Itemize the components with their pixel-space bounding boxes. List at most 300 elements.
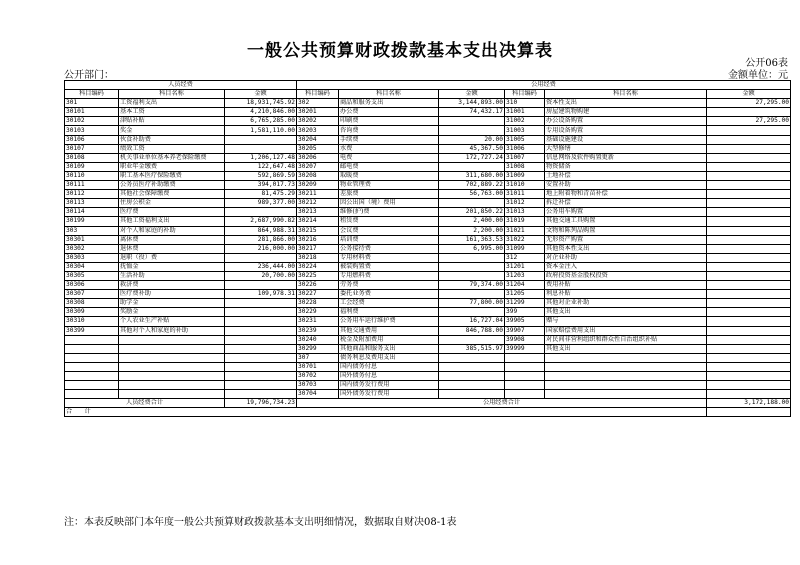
cell-code: 30310 <box>65 317 119 326</box>
cell-name: 税金及附加费用 <box>339 335 439 344</box>
cell-code <box>65 381 119 390</box>
col-name: 科目名称 <box>119 90 225 99</box>
cell-name: 印刷费 <box>339 117 439 126</box>
cell-code <box>65 362 119 371</box>
cell-name: 债务利息及费用支出 <box>339 353 439 362</box>
cell-code: 31205 <box>505 290 545 299</box>
cell-code: 310 <box>505 99 545 108</box>
personnel-total-label: 人员经费合计 <box>65 399 225 408</box>
cell-name: 邮电费 <box>339 162 439 171</box>
personnel-header: 人员经费 <box>65 81 297 90</box>
col-name: 科目名称 <box>339 90 439 99</box>
cell-code: 30229 <box>297 308 339 317</box>
cell-amount <box>225 144 297 153</box>
cell-amount <box>225 135 297 144</box>
cell-name: 无形资产购置 <box>545 235 707 244</box>
cell-name: 国外债务发行费用 <box>339 390 439 399</box>
cell-amount <box>225 208 297 217</box>
cell-code: 31013 <box>505 208 545 217</box>
cell-amount: 77,800.00 <box>439 299 505 308</box>
cell-name: 奖励金 <box>119 308 225 317</box>
unit-label: 金额单位：元 <box>728 70 788 81</box>
cell-amount: 989,377.00 <box>225 199 297 208</box>
cell-name: 文物和陈列品购置 <box>545 226 707 235</box>
table-row <box>65 353 791 362</box>
cell-code: 39999 <box>505 344 545 353</box>
cell-code <box>505 381 545 390</box>
cell-amount <box>225 299 297 308</box>
cell-amount <box>225 335 297 344</box>
cell-code: 30205 <box>297 144 339 153</box>
expenditure-table <box>64 80 791 417</box>
cell-amount <box>707 308 791 317</box>
cell-code: 31012 <box>505 199 545 208</box>
cell-code: 31019 <box>505 217 545 226</box>
cell-amount: 161,363.53 <box>439 235 505 244</box>
cell-code: 303 <box>65 226 119 235</box>
cell-amount: 1,206,127.48 <box>225 153 297 162</box>
table-body <box>65 99 791 399</box>
cell-code: 30212 <box>297 199 339 208</box>
cell-code: 30305 <box>65 271 119 280</box>
cell-code: 30304 <box>65 262 119 271</box>
cell-code: 30213 <box>297 208 339 217</box>
cell-code: 30211 <box>297 190 339 199</box>
table-row <box>65 199 791 208</box>
cell-amount <box>707 135 791 144</box>
cell-amount: 3,144,893.00 <box>439 99 505 108</box>
cell-name: 其他支出 <box>545 344 707 353</box>
cell-amount <box>707 153 791 162</box>
cell-amount <box>439 353 505 362</box>
cell-name <box>545 381 707 390</box>
cell-name: 委托业务费 <box>339 290 439 299</box>
cell-code: 31022 <box>505 235 545 244</box>
cell-amount <box>439 390 505 399</box>
cell-name: 个人农业生产补贴 <box>119 317 225 326</box>
table-row <box>65 99 791 108</box>
cell-name: 费用补贴 <box>545 281 707 290</box>
col-amount: 金额 <box>439 90 505 99</box>
cell-amount <box>707 335 791 344</box>
cell-code: 31006 <box>505 144 545 153</box>
table-row <box>65 226 791 235</box>
cell-amount: 1,581,110.00 <box>225 126 297 135</box>
cell-code: 30112 <box>65 190 119 199</box>
header-row <box>65 90 791 99</box>
cell-amount <box>439 335 505 344</box>
cell-code: 31203 <box>505 271 545 280</box>
table-row <box>65 299 791 308</box>
cell-amount <box>707 171 791 180</box>
cell-name: 对民间非营利组织和群众性自治组织补贴 <box>545 335 707 344</box>
cell-code: 31003 <box>505 126 545 135</box>
cell-name: 对企业补助 <box>545 253 707 262</box>
cell-code: 31001 <box>505 108 545 117</box>
table-row <box>65 117 791 126</box>
cell-amount <box>707 144 791 153</box>
cell-code: 30228 <box>297 299 339 308</box>
cell-amount <box>707 226 791 235</box>
cell-code: 31009 <box>505 171 545 180</box>
cell-name: 大型修缮 <box>545 144 707 153</box>
cell-amount <box>707 317 791 326</box>
cell-amount: 702,889.22 <box>439 181 505 190</box>
cell-code <box>505 372 545 381</box>
cell-name: 基本工资 <box>119 108 225 117</box>
cell-code: 30240 <box>297 335 339 344</box>
table-row <box>65 235 791 244</box>
cell-name: 赠与 <box>545 317 707 326</box>
cell-amount <box>707 235 791 244</box>
cell-name: 医疗费补助 <box>119 290 225 299</box>
cell-name: 其他交通费用 <box>339 326 439 335</box>
cell-code: 30218 <box>297 253 339 262</box>
cell-amount <box>225 353 297 362</box>
cell-amount: 27,295.00 <box>707 117 791 126</box>
cell-name: 国内债务付息 <box>339 362 439 371</box>
cell-code: 30216 <box>297 235 339 244</box>
table-row <box>65 362 791 371</box>
cell-code: 31011 <box>505 190 545 199</box>
table-row <box>65 253 791 262</box>
cell-code: 30206 <box>297 153 339 162</box>
cell-code: 30308 <box>65 299 119 308</box>
cell-amount: 79,374.00 <box>439 281 505 290</box>
cell-name: 工资福利支出 <box>119 99 225 108</box>
cell-code: 39907 <box>505 326 545 335</box>
cell-code: 30201 <box>297 108 339 117</box>
table-row <box>65 344 791 353</box>
table-row <box>65 162 791 171</box>
cell-amount: 2,200.00 <box>439 226 505 235</box>
cell-name: 劳务费 <box>339 281 439 290</box>
cell-name: 奖金 <box>119 126 225 135</box>
cell-name: 医疗费 <box>119 208 225 217</box>
cell-amount <box>439 162 505 171</box>
table-row <box>65 181 791 190</box>
department-label: 公开部门： <box>64 70 114 81</box>
cell-code <box>65 335 119 344</box>
cell-name: 利息补贴 <box>545 290 707 299</box>
cell-code: 31204 <box>505 281 545 290</box>
cell-name: 安置补助 <box>545 181 707 190</box>
cell-amount: 4,210,846.00 <box>225 108 297 117</box>
cell-amount <box>439 262 505 271</box>
cell-code <box>65 390 119 399</box>
table-row <box>65 335 791 344</box>
cell-amount <box>707 162 791 171</box>
table-row <box>65 271 791 280</box>
subtotal-row <box>65 399 791 408</box>
cell-name: 电费 <box>339 153 439 162</box>
grand-total-row <box>65 408 791 417</box>
cell-amount: 27,295.00 <box>707 99 791 108</box>
cell-name: 其他工资福利支出 <box>119 217 225 226</box>
cell-name: 工会经费 <box>339 299 439 308</box>
cell-code: 30110 <box>65 171 119 180</box>
table-row <box>65 390 791 399</box>
cell-code: 30702 <box>297 372 339 381</box>
cell-amount <box>225 372 297 381</box>
cell-code: 39908 <box>505 335 545 344</box>
cell-amount <box>707 299 791 308</box>
cell-amount <box>707 372 791 381</box>
table-row <box>65 135 791 144</box>
cell-code: 31010 <box>505 181 545 190</box>
cell-code <box>65 372 119 381</box>
cell-amount <box>439 117 505 126</box>
cell-name: 手续费 <box>339 135 439 144</box>
cell-code: 30225 <box>297 271 339 280</box>
cell-name: 伙食补助费 <box>119 135 225 144</box>
cell-amount <box>225 326 297 335</box>
cell-amount <box>707 126 791 135</box>
cell-name: 其他商品和服务支出 <box>339 344 439 353</box>
cell-amount <box>707 281 791 290</box>
cell-amount <box>225 281 297 290</box>
table-row <box>65 244 791 253</box>
cell-code: 30226 <box>297 281 339 290</box>
cell-name: 公务用车运行维护费 <box>339 317 439 326</box>
cell-code: 30113 <box>65 199 119 208</box>
cell-amount <box>439 253 505 262</box>
cell-amount: 236,444.00 <box>225 262 297 271</box>
cell-name: 公务员医疗补助缴费 <box>119 181 225 190</box>
table-row <box>65 217 791 226</box>
cell-amount <box>439 372 505 381</box>
cell-name: 退休费 <box>119 244 225 253</box>
cell-code: 30214 <box>297 217 339 226</box>
cell-amount: 281,866.00 <box>225 235 297 244</box>
cell-amount <box>707 253 791 262</box>
cell-code: 30111 <box>65 181 119 190</box>
cell-name: 抚恤金 <box>119 262 225 271</box>
cell-name: 因公出国（境）费用 <box>339 199 439 208</box>
table-row <box>65 208 791 217</box>
col-code: 科目编码 <box>297 90 339 99</box>
col-code: 科目编码 <box>505 90 545 99</box>
cell-amount <box>707 181 791 190</box>
cell-amount <box>439 199 505 208</box>
cell-amount <box>707 108 791 117</box>
cell-name: 租赁费 <box>339 217 439 226</box>
cell-name: 物业管理费 <box>339 181 439 190</box>
footnote: 注：本表反映部门本年度一般公共预算财政拨款基本支出明细情况，数据取自财决08-1表 <box>64 517 457 528</box>
cell-name: 办公费 <box>339 108 439 117</box>
public-header: 公用经费 <box>297 81 791 90</box>
cell-amount <box>707 390 791 399</box>
cell-name: 专用材料费 <box>339 253 439 262</box>
cell-name <box>119 381 225 390</box>
cell-amount <box>225 381 297 390</box>
cell-name: 职业年金缴费 <box>119 162 225 171</box>
cell-amount <box>707 353 791 362</box>
cell-amount: 18,931,745.92 <box>225 99 297 108</box>
cell-name: 维修(护)费 <box>339 208 439 217</box>
cell-code: 31201 <box>505 262 545 271</box>
cell-name <box>545 353 707 362</box>
cell-code: 31002 <box>505 117 545 126</box>
cell-name: 水费 <box>339 144 439 153</box>
cell-code: 30299 <box>297 344 339 353</box>
table-row <box>65 153 791 162</box>
cell-name: 土地补偿 <box>545 171 707 180</box>
cell-name: 办公设备购置 <box>545 117 707 126</box>
cell-code: 301 <box>65 99 119 108</box>
cell-name: 其他资本性支出 <box>545 244 707 253</box>
cell-code: 30224 <box>297 262 339 271</box>
cell-code: 30102 <box>65 117 119 126</box>
cell-code: 30106 <box>65 135 119 144</box>
cell-name <box>119 362 225 371</box>
table-row <box>65 326 791 335</box>
cell-amount: 385,515.97 <box>439 344 505 353</box>
cell-name: 物资储备 <box>545 162 707 171</box>
col-name: 科目名称 <box>545 90 707 99</box>
cell-amount <box>707 326 791 335</box>
cell-name: 会议费 <box>339 226 439 235</box>
cell-name <box>119 335 225 344</box>
table-row <box>65 190 791 199</box>
cell-name: 绩效工资 <box>119 144 225 153</box>
cell-name: 差旅费 <box>339 190 439 199</box>
cell-code: 30103 <box>65 126 119 135</box>
cell-amount: 846,788.00 <box>439 326 505 335</box>
cell-name: 咨询费 <box>339 126 439 135</box>
cell-code: 30306 <box>65 281 119 290</box>
cell-name: 资本性支出 <box>545 99 707 108</box>
cell-code: 30227 <box>297 290 339 299</box>
cell-amount: 216,000.00 <box>225 244 297 253</box>
cell-amount <box>225 362 297 371</box>
cell-name: 其他支出 <box>545 308 707 317</box>
cell-name: 其他对个人和家庭的补助 <box>119 326 225 335</box>
cell-name: 住房公积金 <box>119 199 225 208</box>
cell-code: 30108 <box>65 153 119 162</box>
cell-amount <box>707 271 791 280</box>
cell-amount <box>707 208 791 217</box>
cell-amount: 311,680.00 <box>439 171 505 180</box>
table-row <box>65 308 791 317</box>
cell-amount <box>439 308 505 317</box>
cell-amount <box>707 262 791 271</box>
cell-name: 机关事业单位基本养老保险缴费 <box>119 153 225 162</box>
cell-name: 离休费 <box>119 235 225 244</box>
table-row <box>65 108 791 117</box>
cell-name: 地上附着物和青苗补偿 <box>545 190 707 199</box>
cell-code: 307 <box>297 353 339 362</box>
cell-name <box>119 372 225 381</box>
cell-name: 被装购置费 <box>339 262 439 271</box>
cell-name <box>545 372 707 381</box>
cell-amount <box>225 317 297 326</box>
cell-amount <box>707 381 791 390</box>
cell-name: 福利费 <box>339 308 439 317</box>
cell-amount <box>707 344 791 353</box>
cell-code: 30399 <box>65 326 119 335</box>
cell-name <box>119 353 225 362</box>
cell-amount: 74,432.17 <box>439 108 505 117</box>
cell-name: 信息网络及软件购置更新 <box>545 153 707 162</box>
cell-code: 30209 <box>297 181 339 190</box>
col-amount: 金额 <box>707 90 791 99</box>
cell-amount: 109,978.31 <box>225 290 297 299</box>
cell-amount <box>707 199 791 208</box>
cell-code: 312 <box>505 253 545 262</box>
cell-name <box>119 344 225 353</box>
table-row <box>65 372 791 381</box>
cell-amount <box>439 381 505 390</box>
cell-code: 30217 <box>297 244 339 253</box>
cell-name: 助学金 <box>119 299 225 308</box>
col-amount: 金额 <box>225 90 297 99</box>
cell-code: 30307 <box>65 290 119 299</box>
cell-code: 399 <box>505 308 545 317</box>
table-row <box>65 144 791 153</box>
cell-code: 30231 <box>297 317 339 326</box>
table-row <box>65 262 791 271</box>
cell-code <box>65 353 119 362</box>
cell-amount <box>707 244 791 253</box>
cell-name <box>545 362 707 371</box>
cell-amount: 20,700.00 <box>225 271 297 280</box>
cell-code: 30703 <box>297 381 339 390</box>
cell-name: 国外债务付息 <box>339 372 439 381</box>
cell-name: 资本金注入 <box>545 262 707 271</box>
cell-code: 30204 <box>297 135 339 144</box>
cell-amount: 56,763.00 <box>439 190 505 199</box>
cell-code: 30202 <box>297 117 339 126</box>
cell-code: 30207 <box>297 162 339 171</box>
cell-name: 专用设备购置 <box>545 126 707 135</box>
cell-amount <box>707 362 791 371</box>
cell-code <box>505 353 545 362</box>
cell-amount: 2,687,990.82 <box>225 217 297 226</box>
cell-name: 专用燃料费 <box>339 271 439 280</box>
cell-amount <box>707 217 791 226</box>
cell-name <box>119 390 225 399</box>
cell-code: 30109 <box>65 162 119 171</box>
cell-amount <box>439 362 505 371</box>
cell-amount <box>707 190 791 199</box>
cell-code: 30704 <box>297 390 339 399</box>
cell-amount <box>225 344 297 353</box>
cell-code: 30303 <box>65 253 119 262</box>
personnel-total: 19,796,734.23 <box>225 399 297 408</box>
cell-amount: 122,647.48 <box>225 162 297 171</box>
table-row <box>65 171 791 180</box>
cell-amount: 20.00 <box>439 135 505 144</box>
cell-amount: 81,475.29 <box>225 190 297 199</box>
cell-amount <box>225 390 297 399</box>
cell-code: 30203 <box>297 126 339 135</box>
cell-code: 30309 <box>65 308 119 317</box>
cell-code <box>505 390 545 399</box>
cell-name: 职工基本医疗保险缴费 <box>119 171 225 180</box>
cell-code: 30101 <box>65 108 119 117</box>
cell-code: 31008 <box>505 162 545 171</box>
cell-code: 30208 <box>297 171 339 180</box>
cell-name: 生活补助 <box>119 271 225 280</box>
table-row <box>65 126 791 135</box>
cell-name: 取暖费 <box>339 171 439 180</box>
cell-amount <box>439 126 505 135</box>
cell-amount: 16,727.04 <box>439 317 505 326</box>
form-number: 公开06表 <box>745 58 788 69</box>
cell-amount: 394,017.73 <box>225 181 297 190</box>
cell-name <box>545 390 707 399</box>
